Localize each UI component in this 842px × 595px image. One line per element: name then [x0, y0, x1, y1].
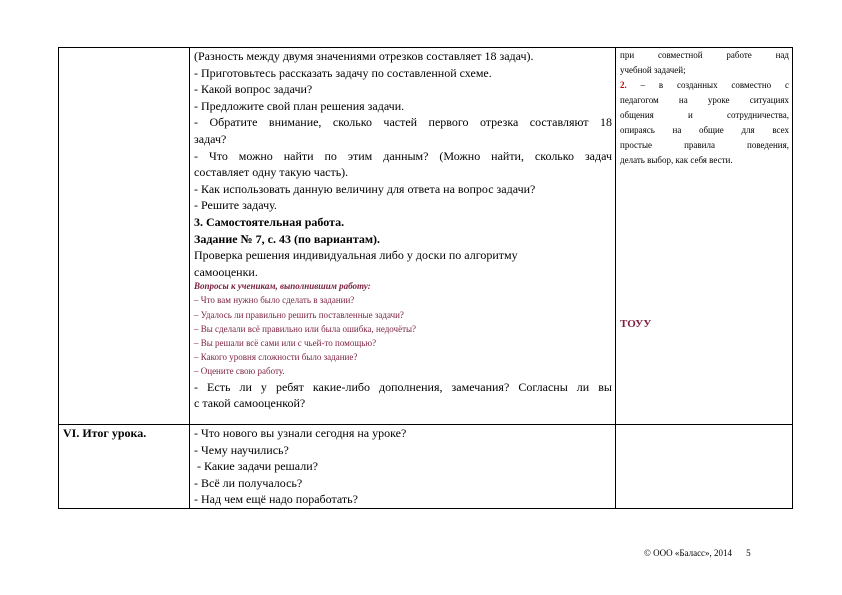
text-line: - Приготовьтесь рассказать задачу по составленной схеме. [194, 65, 492, 80]
lesson-table [58, 47, 793, 509]
task-title: Задание № 7, с. 43 (по вариантам). [194, 231, 381, 246]
question-item: – Вы сделали всё правильно или была ошибка, недочёты? [194, 323, 417, 334]
uud-line: делать выбор, как себя вести. [620, 155, 733, 165]
text-line: - Обратите внимание, сколько частей первого отрезка составляют 18 [194, 115, 612, 130]
uud-line: при совместной работе над [620, 50, 789, 60]
text-line: - Какой вопрос задачи? [194, 82, 313, 97]
uud-cell [616, 48, 793, 425]
text-line: задач? [194, 131, 227, 146]
table-row [59, 425, 793, 509]
closing-text: - Есть ли у ребят какие-либо дополнения, замечания? Согласны ли вы [194, 379, 612, 394]
uud-line: учебной задачей; [620, 65, 686, 75]
copyright: © ООО «Баласс», 2014 [644, 548, 733, 558]
text-line: - Как использовать данную величину для ответа на вопрос задачи? [194, 181, 536, 196]
text-line: - Что можно найти по этим данным? (Можно найти, сколько задач [194, 148, 612, 163]
check-text: Проверка решения индивидуальная либо у доски по алгоритму [194, 248, 518, 263]
uud-number: 2. [620, 80, 627, 90]
summary-cell [190, 425, 616, 509]
text-line: - Какие задачи решали? [194, 459, 318, 474]
uud-line: опираясь на общие для всех [620, 125, 789, 135]
uud-line: простые правила поведения, [620, 140, 789, 150]
table-row [59, 48, 793, 425]
text-line: - Решите задачу. [194, 198, 277, 213]
text-line: - Всё ли получалось? [194, 475, 303, 490]
uud-line: общения и сотрудничества, [620, 110, 789, 120]
uud-line: педагогом на уроке ситуациях [620, 95, 789, 105]
check-text: самооценки. [194, 264, 258, 279]
text-line: - Чему научились? [194, 442, 289, 457]
closing-text: с такой самооценкой? [194, 396, 306, 411]
text-line: - Что нового вы узнали сегодня на уроке? [194, 426, 407, 440]
uud-line-text: – в созданных совместно с [626, 80, 789, 90]
question-item: – Какого уровня сложности было задание? [194, 352, 358, 363]
uud-cell-empty [616, 425, 793, 509]
section-title: 3. Самостоятельная работа. [194, 214, 345, 229]
question-item: – Вы решали всё сами или с чьей-то помощью? [194, 337, 377, 348]
activity-cell [190, 48, 616, 425]
uud-line [620, 78, 789, 93]
question-item: – Оцените свою работу. [194, 366, 285, 377]
questions-heading: Вопросы к ученикам, выполнившим работу: [194, 281, 371, 292]
text-line: (Разность между двумя значениями отрезков составляет 18 задач). [194, 49, 534, 63]
text-line: составляет одну такую часть). [194, 165, 349, 180]
text-line: - Над чем ещё надо поработать? [194, 492, 358, 507]
stage-title: VI. Итог урока. [63, 426, 147, 440]
question-item: – Удалось ли правильно решить поставленные задачи? [194, 309, 404, 320]
page-number: 5 [746, 548, 751, 558]
stage-cell-empty [59, 48, 190, 425]
text-line: - Предложите свой план решения задачи. [194, 98, 405, 113]
question-item: – Что вам нужно было сделать в задании? [194, 295, 355, 306]
page-footer [644, 548, 751, 558]
stage-cell [59, 425, 190, 509]
toyy-label: ТОУУ [620, 318, 652, 330]
